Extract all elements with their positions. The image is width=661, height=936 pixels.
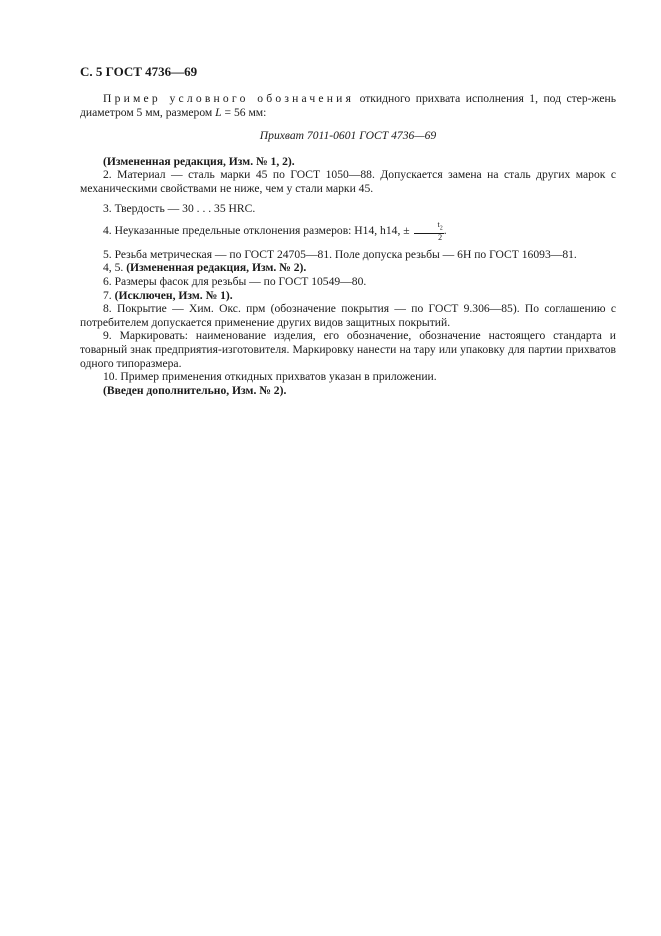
item-4-5-revision [80,261,616,275]
item-8-coating: 8. Покрытие — Хим. Окс. прм (обозначение покрытия — по ГОСТ 9.306—85). По соглашению с потребителем допускается применение других видов защитных покрытий. [80,302,616,329]
document-body [80,92,616,397]
example-spaced-text: Пример условного обозначения [103,92,355,105]
item-7-note: (Исключен, Изм. № 1). [114,288,233,302]
example-text: откидного прихвата исполнения 1, под стер-жень диаметром 5 мм, размером [80,92,616,119]
item-6-chamfers: 6. Размеры фасок для резьбы — по ГОСТ 10549—80. [103,274,367,288]
item-4-tolerances [80,221,616,242]
item-5-thread: 5. Резьба метрическая — по ГОСТ 24705—81. Поле допуска резьбы — 6Н по ГОСТ 16093—81. [103,247,577,261]
item-10-application: 10. Пример применения откидных прихватов указан в приложении. [103,370,437,384]
item-4-5-note: (Измененная редакция, Изм. № 2). [126,261,307,275]
item-7-number: 7. [103,288,115,302]
example-variable: L [215,105,222,119]
fraction-subscript: 2 [439,225,443,232]
item-9-marking: 9. Маркировать: наименование изделия, его обозначение, обозначение настоящего стандарта и товарный знак предприятия-изготовителя. Маркировку нанести на тару или упаковку для партии прихватов одного типоразмера. [80,329,616,370]
item-4-5-number: 4, 5. [103,261,127,275]
designation-example: Прихват 7011-0601 ГОСТ 4736—69 [259,129,437,143]
item-4-text: 4. Неуказанные предельные отклонения размеров: H14, h14, ± [103,224,413,238]
example-end: = 56 мм: [221,105,267,119]
example-paragraph [80,92,616,119]
item-3-hardness: 3. Твердость — 30 . . . 35 HRC. [103,201,256,215]
fraction-numerator: t [437,220,440,230]
tolerance-fraction [414,221,444,242]
item-4-end: . [443,224,447,238]
fraction-denominator: 2 [438,232,443,242]
revision-note-1: (Измененная редакция, Изм. № 1, 2). [103,154,295,168]
revision-note-final: (Введен дополнительно, Изм. № 2). [103,383,287,397]
item-7-excluded [80,289,616,303]
page-header: С. 5 ГОСТ 4736—69 [80,64,198,79]
item-2-material: 2. Материал — сталь марки 45 по ГОСТ 1050—88. Допускается замена на сталь других марок с механическими свойствами не ниже, чем у стали марки 45. [80,168,616,195]
